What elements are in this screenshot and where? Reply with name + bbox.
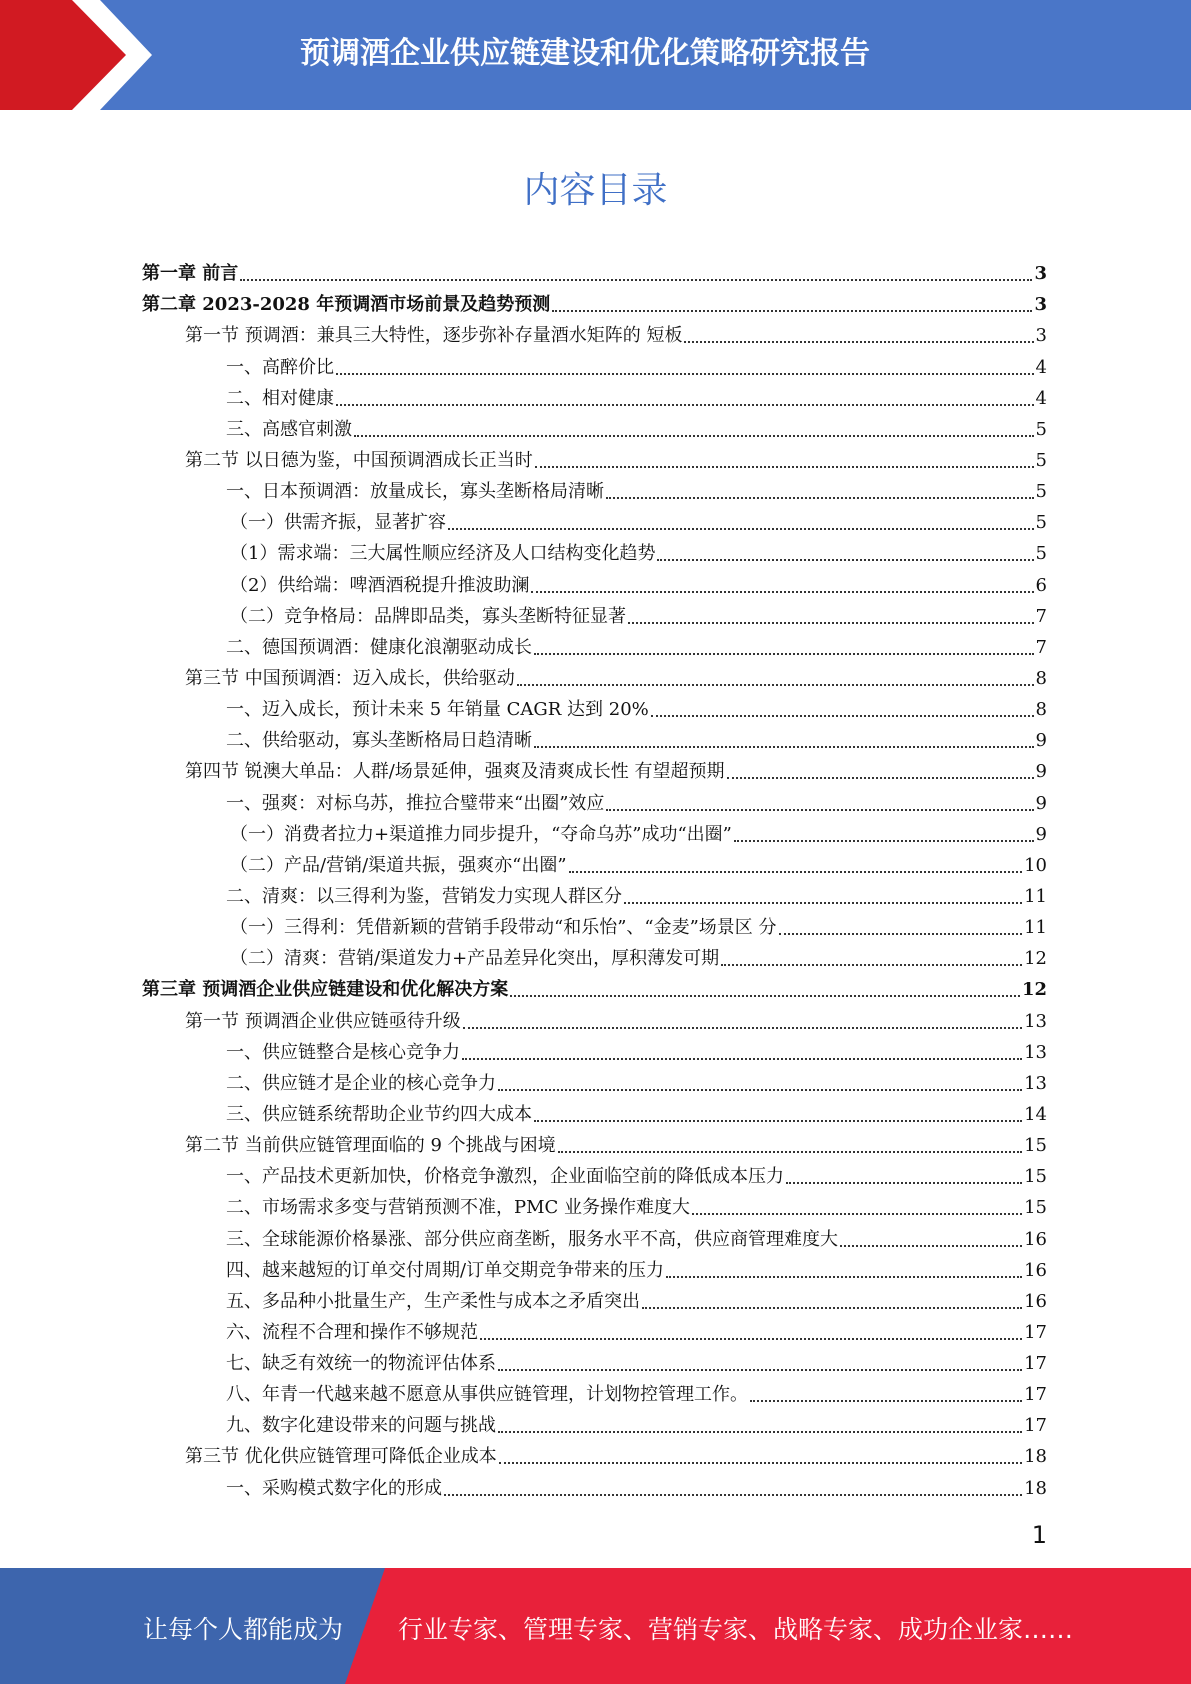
toc-entry-page: 15 (1024, 1197, 1047, 1219)
toc-entry-label: （1）需求端：三大属性顺应经济及人口结构变化趋势 (230, 543, 656, 565)
toc-entry-label: 二、供给驱动，寡头垄断格局日趋清晰 (226, 730, 532, 752)
toc-entry-label: （二）产品/营销/渠道共振，强爽亦“出圈” (230, 854, 567, 876)
page-footer (0, 1568, 1191, 1684)
toc-dot-leader (558, 1151, 1022, 1153)
toc-entry-label: 六、流程不合理和操作不够规范 (226, 1321, 478, 1343)
toc-entry[interactable] (142, 1406, 1047, 1437)
toc-dot-leader (336, 404, 1034, 406)
toc-entry[interactable] (142, 1033, 1047, 1064)
toc-entry[interactable] (142, 1095, 1047, 1126)
toc-dot-leader (448, 528, 1034, 530)
toc-entry-label: 第一章 前言 (142, 263, 239, 285)
toc-entry[interactable] (142, 690, 1047, 721)
toc-dot-leader (552, 310, 1032, 312)
toc-entry-page: 15 (1024, 1166, 1047, 1188)
toc-entry-page: 17 (1024, 1353, 1047, 1375)
toc-entry-label: 八、年青一代越来越不愿意从事供应链管理，计划物控管理工作。 (226, 1384, 748, 1406)
toc-entry-page: 18 (1024, 1446, 1047, 1468)
toc-entry[interactable] (142, 1064, 1047, 1095)
toc-dot-leader (840, 1245, 1022, 1247)
toc-entry-label: （一）消费者拉力+渠道推力同步提升，“夺命乌苏”成功“出圈” (230, 823, 732, 845)
toc-entry-page: 8 (1035, 699, 1047, 721)
toc-dot-leader (684, 341, 1033, 343)
toc-heading: 内容目录 (523, 170, 668, 211)
toc-entry-page: 7 (1035, 636, 1047, 658)
toc-entry-label: 第四节 锐澳大单品：人群/场景延伸，强爽及清爽成长性 有望超预期 (185, 761, 725, 783)
toc-dot-leader (498, 1369, 1022, 1371)
toc-entry-label: 二、德国预调酒：健康化浪潮驱动成长 (226, 636, 532, 658)
toc-dot-leader (498, 1089, 1022, 1091)
toc-entry-label: 一、供应链整合是核心竞争力 (226, 1041, 460, 1063)
toc-entry-label: 一、迈入成长，预计未来 5 年销量 CAGR 达到 20% (226, 699, 649, 721)
toc-entry-label: 一、强爽：对标乌苏，推拉合璧带来“出圈”效应 (226, 792, 605, 814)
toc-entry-label: 一、采购模式数字化的形成 (226, 1477, 442, 1499)
toc-entry[interactable] (142, 908, 1047, 939)
toc-entry-label: 五、多品种小批量生产，生产柔性与成本之矛盾突出 (226, 1290, 640, 1312)
toc-dot-leader (534, 746, 1034, 748)
toc-dot-leader (606, 809, 1033, 811)
page-number: 1 (1031, 1521, 1047, 1549)
toc-dot-leader (642, 1307, 1022, 1309)
toc-dot-leader (499, 1462, 1022, 1464)
toc-entry-label: 三、供应链系统帮助企业节约四大成本 (226, 1103, 532, 1125)
toc-entry-page: 3 (1034, 263, 1047, 285)
toc-entry-page: 11 (1024, 917, 1047, 939)
toc-entry-label: 七、缺乏有效统一的物流评估体系 (226, 1353, 496, 1375)
toc-entry-page: 7 (1035, 605, 1047, 627)
toc-entry-label: 二、供应链才是企业的核心竞争力 (226, 1072, 496, 1094)
toc-dot-leader (651, 715, 1034, 717)
toc-dot-leader (480, 1338, 1022, 1340)
footer-slogan-right: 行业专家、管理专家、营销专家、战略专家、成功企业家…… (398, 1615, 1074, 1644)
toc-entry[interactable] (142, 1157, 1047, 1188)
toc-entry-page: 4 (1035, 387, 1047, 409)
toc-entry-page: 5 (1035, 543, 1047, 565)
toc-entry-label: 二、清爽：以三得利为鉴，营销发力实现人群区分 (226, 885, 622, 907)
toc-entry-label: 第二节 当前供应链管理面临的 9 个挑战与困境 (185, 1135, 556, 1157)
toc-entry[interactable] (142, 659, 1047, 690)
toc-entry-page: 17 (1024, 1384, 1047, 1406)
toc-dot-leader (534, 653, 1034, 655)
toc-dot-leader (535, 466, 1034, 468)
toc-entry-label: 第二章 2023-2028 年预调酒市场前景及趋势预测 (142, 294, 551, 316)
toc-dot-leader (336, 373, 1034, 375)
toc-entry-label: 一、产品技术更新加快，价格竞争激烈，企业面临空前的降低成本压力 (226, 1166, 784, 1188)
toc-entry-page: 5 (1035, 481, 1047, 503)
toc-entry-label: 第三章 预调酒企业供应链建设和优化解决方案 (142, 979, 509, 1001)
toc-entry[interactable] (142, 1468, 1047, 1499)
toc-entry[interactable] (142, 316, 1047, 347)
toc-dot-leader (734, 840, 1034, 842)
toc-entry-label: 九、数字化建设带来的问题与挑战 (226, 1415, 496, 1437)
toc-entry[interactable] (142, 783, 1047, 814)
toc-entry-page: 15 (1024, 1135, 1047, 1157)
toc-dot-leader (531, 591, 1033, 593)
toc-entry-page: 5 (1035, 449, 1047, 471)
toc-entry[interactable] (142, 1126, 1047, 1157)
toc-entry-page: 18 (1024, 1477, 1047, 1499)
toc-entry[interactable] (142, 285, 1047, 316)
toc-entry-label: （二）清爽：营销/渠道发力+产品差异化突出，厚积薄发可期 (230, 948, 720, 970)
toc-entry[interactable] (142, 597, 1047, 628)
toc-entry[interactable] (142, 565, 1047, 596)
toc-entry-page: 4 (1035, 356, 1047, 378)
toc-dot-leader (779, 933, 1023, 935)
toc-entry[interactable] (142, 1219, 1047, 1250)
toc-entry[interactable] (142, 534, 1047, 565)
toc-dot-leader (606, 497, 1034, 499)
toc-entry[interactable] (142, 379, 1047, 410)
toc-entry[interactable] (142, 721, 1047, 752)
toc-entry[interactable] (142, 1313, 1047, 1344)
toc-entry-label: 第二节 以日德为鉴，中国预调酒成长正当时 (185, 449, 533, 471)
toc-entry-label: （2）供给端：啤酒酒税提升推波助澜 (230, 574, 530, 596)
toc-dot-leader (444, 1494, 1022, 1496)
toc-dot-leader (534, 1120, 1022, 1122)
report-title: 预调酒企业供应链建设和优化策略研究报告 (300, 36, 870, 71)
toc-entry-page: 12 (1021, 979, 1047, 1001)
toc-dot-leader (628, 622, 1034, 624)
toc-entry-label: 二、相对健康 (226, 387, 334, 409)
toc-entry[interactable] (142, 1437, 1047, 1468)
toc-entry-label: 三、全球能源价格暴涨、部分供应商垄断，服务水平不高，供应商管理难度大 (226, 1228, 838, 1250)
page-header (0, 0, 1191, 110)
toc-entry-page: 16 (1024, 1259, 1047, 1281)
toc-entry-page: 6 (1035, 574, 1047, 596)
toc-dot-leader (657, 559, 1033, 561)
toc-entry[interactable] (142, 752, 1047, 783)
toc-entry-page: 13 (1024, 1072, 1047, 1094)
toc-entry-page: 16 (1024, 1290, 1047, 1312)
toc-entry[interactable] (142, 970, 1047, 1001)
toc-entry-label: 一、日本预调酒：放量成长，寡头垄断格局清晰 (226, 481, 604, 503)
toc-entry-page: 14 (1024, 1103, 1047, 1125)
toc-entry[interactable] (142, 877, 1047, 908)
toc-entry-label: 第三节 优化供应链管理可降低企业成本 (185, 1446, 497, 1468)
toc-entry-page: 13 (1024, 1041, 1047, 1063)
toc-entry-page: 3 (1035, 325, 1047, 347)
toc-entry-page: 13 (1024, 1010, 1047, 1032)
toc-entry[interactable] (142, 347, 1047, 378)
toc-entry[interactable] (142, 503, 1047, 534)
toc-dot-leader (462, 1058, 1022, 1060)
toc-entry[interactable] (142, 939, 1047, 970)
toc-entry-page: 11 (1024, 885, 1047, 907)
toc-entry[interactable] (142, 1282, 1047, 1313)
toc-dot-leader (721, 964, 1022, 966)
toc-dot-leader (727, 777, 1034, 779)
toc-entry[interactable] (142, 1188, 1047, 1219)
toc-entry-label: 四、越来越短的订单交付周期/订单交期竞争带来的压力 (226, 1259, 665, 1281)
toc-entry-page: 16 (1024, 1228, 1047, 1250)
toc-entry[interactable] (142, 1344, 1047, 1375)
toc-entry-label: 第一节 预调酒企业供应链亟待升级 (185, 1010, 461, 1032)
toc-entry[interactable] (142, 441, 1047, 472)
toc-dot-leader (463, 1027, 1022, 1029)
toc-entry[interactable] (142, 410, 1047, 441)
toc-dot-leader (498, 1431, 1022, 1433)
toc-entry-label: 三、高感官刺激 (226, 418, 352, 440)
toc-entry-label: 一、高醉价比 (226, 356, 334, 378)
toc-entry-page: 10 (1024, 854, 1047, 876)
toc-entry-label: （二）竞争格局：品牌即品类，寡头垄断特征显著 (230, 605, 626, 627)
toc-entry-label: 第三节 中国预调酒：迈入成长，供给驱动 (185, 667, 515, 689)
toc-dot-leader (354, 435, 1034, 437)
table-of-contents (142, 254, 1047, 1500)
toc-entry-label: （一）三得利：凭借新颖的营销手段带动“和乐怡”、“金麦”场景区 分 (230, 917, 777, 939)
toc-entry-page: 9 (1035, 761, 1047, 783)
toc-entry-page: 9 (1035, 823, 1047, 845)
toc-entry[interactable] (142, 1251, 1047, 1282)
toc-dot-leader (666, 1276, 1022, 1278)
toc-entry[interactable] (142, 472, 1047, 503)
toc-entry-label: （一）供需齐振，显著扩容 (230, 512, 446, 534)
toc-entry-page: 3 (1034, 294, 1047, 316)
toc-entry-page: 17 (1024, 1321, 1047, 1343)
toc-entry[interactable] (142, 628, 1047, 659)
toc-dot-leader (240, 279, 1032, 281)
toc-entry[interactable] (142, 815, 1047, 846)
toc-entry-page: 5 (1035, 418, 1047, 440)
toc-dot-leader (786, 1182, 1022, 1184)
toc-dot-leader (624, 902, 1022, 904)
toc-entry-page: 12 (1024, 948, 1047, 970)
toc-entry[interactable] (142, 1001, 1047, 1032)
toc-entry-page: 9 (1035, 792, 1047, 814)
toc-dot-leader (750, 1400, 1022, 1402)
toc-entry-page: 5 (1035, 512, 1047, 534)
toc-dot-leader (692, 1213, 1022, 1215)
toc-entry[interactable] (142, 846, 1047, 877)
toc-entry[interactable] (142, 254, 1047, 285)
toc-dot-leader (510, 995, 1020, 997)
footer-slogan-left: 让每个人都能成为 (143, 1615, 344, 1644)
toc-dot-leader (517, 684, 1034, 686)
toc-entry[interactable] (142, 1375, 1047, 1406)
toc-entry-label: 第一节 预调酒：兼具三大特性，逐步弥补存量酒水矩阵的 短板 (185, 325, 683, 347)
toc-entry-page: 9 (1035, 730, 1047, 752)
toc-dot-leader (569, 871, 1023, 873)
toc-entry-page: 17 (1024, 1415, 1047, 1437)
toc-entry-page: 8 (1035, 667, 1047, 689)
toc-entry-label: 二、市场需求多变与营销预测不准，PMC 业务操作难度大 (226, 1197, 691, 1219)
